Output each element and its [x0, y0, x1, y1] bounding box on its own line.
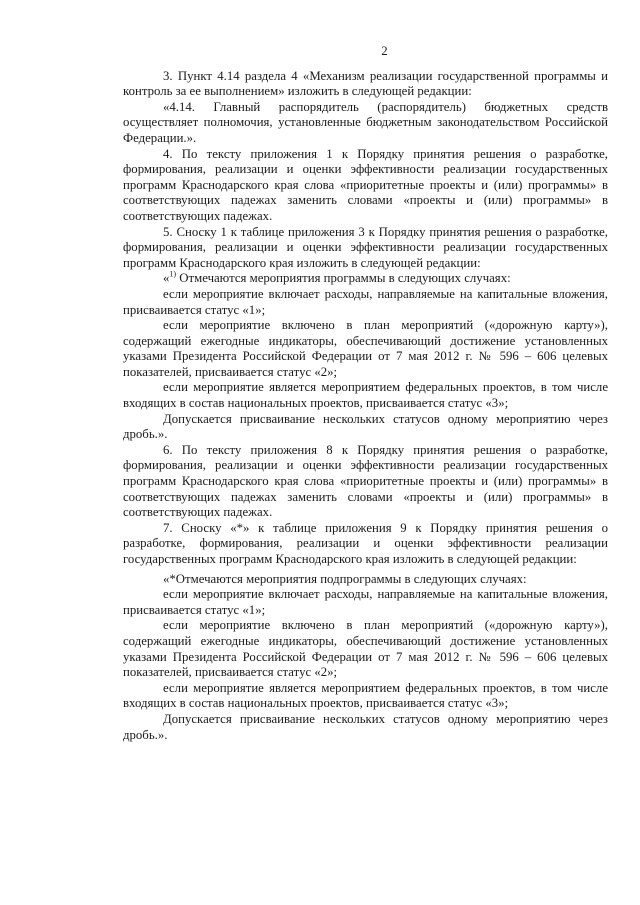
paragraph-star-status-3: если мероприятие является мероприятием федеральных проектов, в том числе входящих в состав национальных проектов, присваивается статус «3»; [123, 680, 608, 711]
paragraph-quote-4-14: «4.14. Главный распорядитель (распорядитель) бюджетных средств осуществляет полномочия, установленные бюджетным законодательством Российской Федерации.». [123, 99, 608, 145]
paragraph-star-status-2: если мероприятие включено в план мероприятий («дорожную карту»), содержащий ежегодные индикаторы, обеспечивающий достижение установленных указами Президента Российской Федерации от 7 мая 2012 г. № 596 – 606 целевых показателей, присваивается статус «2»; [123, 618, 608, 680]
footnote-text: Отмечаются мероприятия программы в следующих случаях: [176, 271, 511, 286]
footnote-marker: 1) [169, 270, 177, 280]
paragraph-item-3: 3. Пункт 4.14 раздела 4 «Механизм реализации государственной программы и контроль за ее выполнением» изложить в следующей редакции: [123, 68, 608, 99]
paragraph-star-status-1: если мероприятие включает расходы, направляемые на капитальные вложения, присваивается статус «1»; [123, 587, 608, 617]
paragraph-status-3: если мероприятие является мероприятием федеральных проектов, в том числе входящих в состав национальных проектов, присваивается статус «3»; [123, 380, 608, 411]
paragraph-item-4: 4. По тексту приложения 1 к Порядку принятия решения о разработке, формирования, реализации и оценки эффективности реализации государственных программ Краснодарского края слова «приоритетные проекты и (или) программы» в соответствующих падежах заменить словами «проекты и (или) программы» в соответствующих падежах. [123, 146, 608, 223]
paragraph-status-1: если мероприятие включает расходы, направляемые на капитальные вложения, присваивается статус «1»; [123, 286, 608, 317]
paragraph-footnote-1-intro: «$^{1)}$ Отмечаются мероприятия программы в следующих случаях: [163, 270, 511, 286]
page-number: 2 [381, 44, 388, 58]
paragraph-status-2: если мероприятие включено в план мероприятий («дорожную карту»), содержащий ежегодные индикаторы, обеспечивающий достижение установленных указами Президента Российской Федерации от 7 мая 2012 г. № 596 – 606 целевых показателей, присваивается статус «2»; [123, 318, 608, 379]
paragraph-item-6: 6. По тексту приложения 8 к Порядку принятия решения о разработке, формирования, реализации и оценки эффективности реализации государственных программ Краснодарского края слова «приоритетные проекты и (или) программы» в соответствующих падежах заменить словами «проекты и (или) программы» в соответствующих падежах. [123, 442, 608, 520]
paragraph-star-multiple-statuses: Допускается присваивание нескольких статусов одному мероприятию через дробь.». [123, 711, 608, 742]
paragraph-item-7: 7. Сноску «*» к таблице приложения 9 к Порядку принятия решения о разработке, формирования, реализации и оценки эффективности реализации государственных программ Краснодарского края изложить в следующей редакции: [123, 520, 608, 566]
paragraph-footnote-star-intro: «*Отмечаются мероприятия подпрограммы в следующих случаях: [163, 571, 527, 586]
paragraph-item-5: 5. Сноску 1 к таблице приложения 3 к Порядку принятия решения о разработке, формирования, реализации и оценки эффективности реализации государственных программ Краснодарского края изложить в следующей редакции: [123, 224, 608, 270]
paragraph-multiple-statuses: Допускается присваивание нескольких статусов одному мероприятию через дробь.». [123, 411, 608, 442]
